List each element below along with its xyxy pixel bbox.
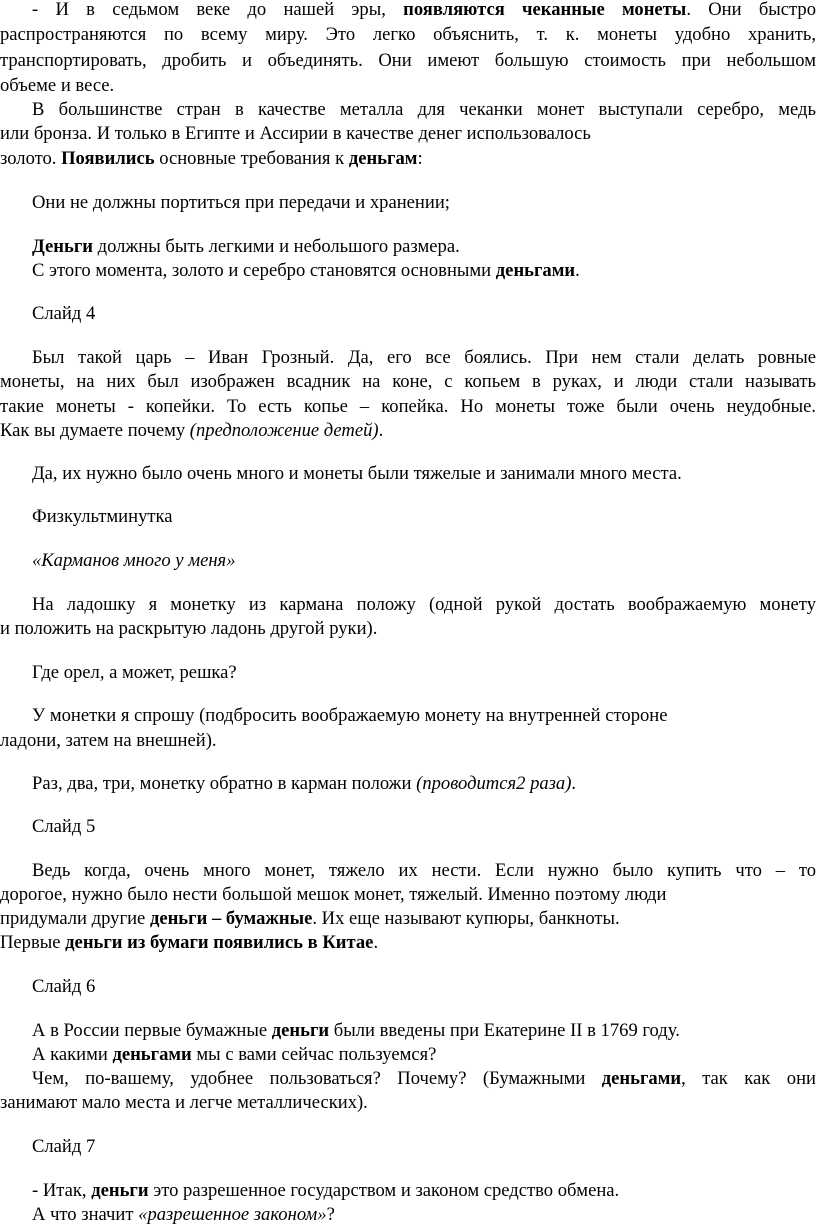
text-run: .: [373, 932, 379, 953]
text-line: [32, 0, 816, 22]
text-line: [0, 419, 383, 443]
text-run: дорогое, нужно было нести большой мешок монет, тяжелый. Именно поэтому люди: [0, 884, 667, 905]
text-run: Где орел, а может, решка?: [32, 662, 237, 683]
bold-text: деньги – бумажные: [149, 908, 313, 929]
text-line: [0, 883, 666, 907]
text-run: это разрешенное государством и законом средство обмена.: [148, 1180, 620, 1201]
text-run: должны быть легкими и небольшого размера.: [92, 236, 460, 257]
text-run: Слайд 4: [32, 303, 96, 324]
text-run: объеме и весе.: [0, 75, 115, 96]
text-run: - И в седьмом веке до нашей эры,: [32, 0, 404, 20]
text-run: транспортировать, дробить и объединять. Они имеют большую стоимость при небольшом: [0, 50, 816, 71]
text-line: [32, 1135, 95, 1159]
text-line: [0, 931, 378, 955]
text-run: :: [417, 148, 423, 169]
text-line: [32, 1203, 335, 1227]
text-line: [32, 259, 580, 283]
text-line: [32, 1019, 680, 1043]
text-line: [0, 74, 114, 98]
text-run: , так как они: [681, 1068, 816, 1089]
italic-text: (предположение детей): [189, 420, 379, 441]
text-line: [32, 1179, 619, 1203]
italic-text: «разрешенное законом»: [138, 1204, 327, 1225]
text-line: [32, 975, 95, 999]
text-line: [32, 593, 816, 617]
text-run: Раз, два, три, монетку обратно в карман положи: [32, 773, 417, 794]
text-run: С этого момента, золото и серебро становятся основными: [32, 260, 496, 281]
text-run: Они не должны портиться при передачи и хранении;: [32, 192, 450, 213]
text-line: [0, 23, 816, 47]
text-line: [32, 505, 173, 529]
text-run: Как вы думаете почему: [0, 420, 190, 441]
text-run: Был такой царь – Иван Грозный. Да, его все боялись. При нем стали делать ровные: [32, 347, 816, 368]
text-run: На ладошку я монетку из кармана положу (одной рукой достать воображаемую монету: [32, 594, 816, 615]
text-run: А какими: [32, 1044, 113, 1065]
text-line: [32, 815, 95, 839]
text-run: Физкультминутка: [32, 506, 173, 527]
text-run: такие монеты - копейки. То есть копье – копейка. Но монеты тоже были очень неудобные.: [0, 396, 816, 417]
bold-text: Появились: [61, 148, 155, 169]
text-run: Чем, по-вашему, удобнее пользоваться? Почему? (Бумажными: [32, 1068, 602, 1089]
text-line: [32, 859, 816, 883]
text-run: Слайд 6: [32, 976, 96, 997]
italic-text: «Карманов много у меня»: [32, 550, 236, 571]
bold-text: деньги: [271, 1020, 330, 1041]
text-line: [32, 661, 237, 685]
italic-text: (проводится2 раза): [416, 773, 572, 794]
bold-text: деньги из бумаги появились в Китае: [65, 932, 374, 953]
bold-text: деньги: [91, 1180, 149, 1201]
bold-text: деньгами: [495, 260, 576, 281]
bold-text: появляются чеканные монеты: [403, 0, 687, 20]
text-run: распространяются по всему миру. Это легко объяснить, т. к. монеты удобно хранить,: [0, 24, 816, 45]
text-line: [32, 302, 95, 326]
text-run: монеты, на них был изображен всадник на коне, с копьем в руках, и люди стали называть: [0, 371, 816, 392]
text-run: Первые: [0, 932, 66, 953]
text-line: [32, 549, 236, 573]
text-run: и положить на раскрытую ладонь другой руки).: [0, 618, 378, 639]
text-line: [32, 235, 460, 259]
text-run: У монетки я спрошу (подбросить воображаемую монету на внутренней стороне: [32, 705, 668, 726]
text-run: В большинстве стран в качестве металла для чеканки монет выступали серебро, медь: [32, 99, 816, 120]
text-run: мы с вами сейчас пользуемся?: [191, 1044, 437, 1065]
text-line: [0, 122, 591, 146]
text-run: А что значит: [32, 1204, 139, 1225]
text-run: золото.: [0, 148, 62, 169]
text-line: [0, 1091, 368, 1115]
text-line: [32, 1067, 816, 1091]
text-run: ?: [326, 1204, 335, 1225]
text-run: или бронза. И только в Египте и Ассирии в качестве денег использовалось: [0, 123, 591, 144]
text-line: [0, 49, 816, 73]
text-run: Да, их нужно было очень много и монеты были тяжелые и занимали много места.: [32, 463, 682, 484]
text-run: занимают мало места и легче металлических).: [0, 1092, 368, 1113]
text-line: [0, 729, 217, 753]
text-run: . Их еще называют купюры, банкноты.: [312, 908, 620, 929]
text-run: . Они быстро: [686, 0, 816, 20]
text-line: [32, 772, 576, 796]
text-run: .: [378, 420, 384, 441]
text-run: - Итак,: [32, 1180, 92, 1201]
text-run: Слайд 7: [32, 1136, 96, 1157]
text-line: [32, 191, 450, 215]
text-line: [32, 462, 682, 486]
text-line: [32, 346, 816, 370]
text-run: придумали другие: [0, 908, 150, 929]
bold-text: деньгами: [112, 1044, 192, 1065]
text-run: Слайд 5: [32, 816, 96, 837]
text-line: [0, 617, 377, 641]
text-line: [0, 370, 816, 394]
bold-text: Деньги: [32, 236, 93, 257]
text-line: [32, 1043, 436, 1067]
text-line: [0, 395, 816, 419]
text-line: [32, 98, 816, 122]
text-run: были введены при Екатерине II в 1769 году.: [329, 1020, 680, 1041]
bold-text: деньгам: [348, 148, 418, 169]
text-run: .: [575, 260, 580, 281]
text-run: А в России первые бумажные: [32, 1020, 272, 1041]
text-run: .: [571, 773, 577, 794]
text-run: Ведь когда, очень много монет, тяжело их нести. Если нужно было купить что – то: [32, 860, 816, 881]
text-run: ладони, затем на внешней).: [0, 730, 217, 751]
text-line: [0, 907, 620, 931]
text-line: [32, 704, 668, 728]
text-line: [0, 147, 423, 171]
bold-text: деньгами: [601, 1068, 682, 1089]
text-run: основные требования к: [154, 148, 349, 169]
